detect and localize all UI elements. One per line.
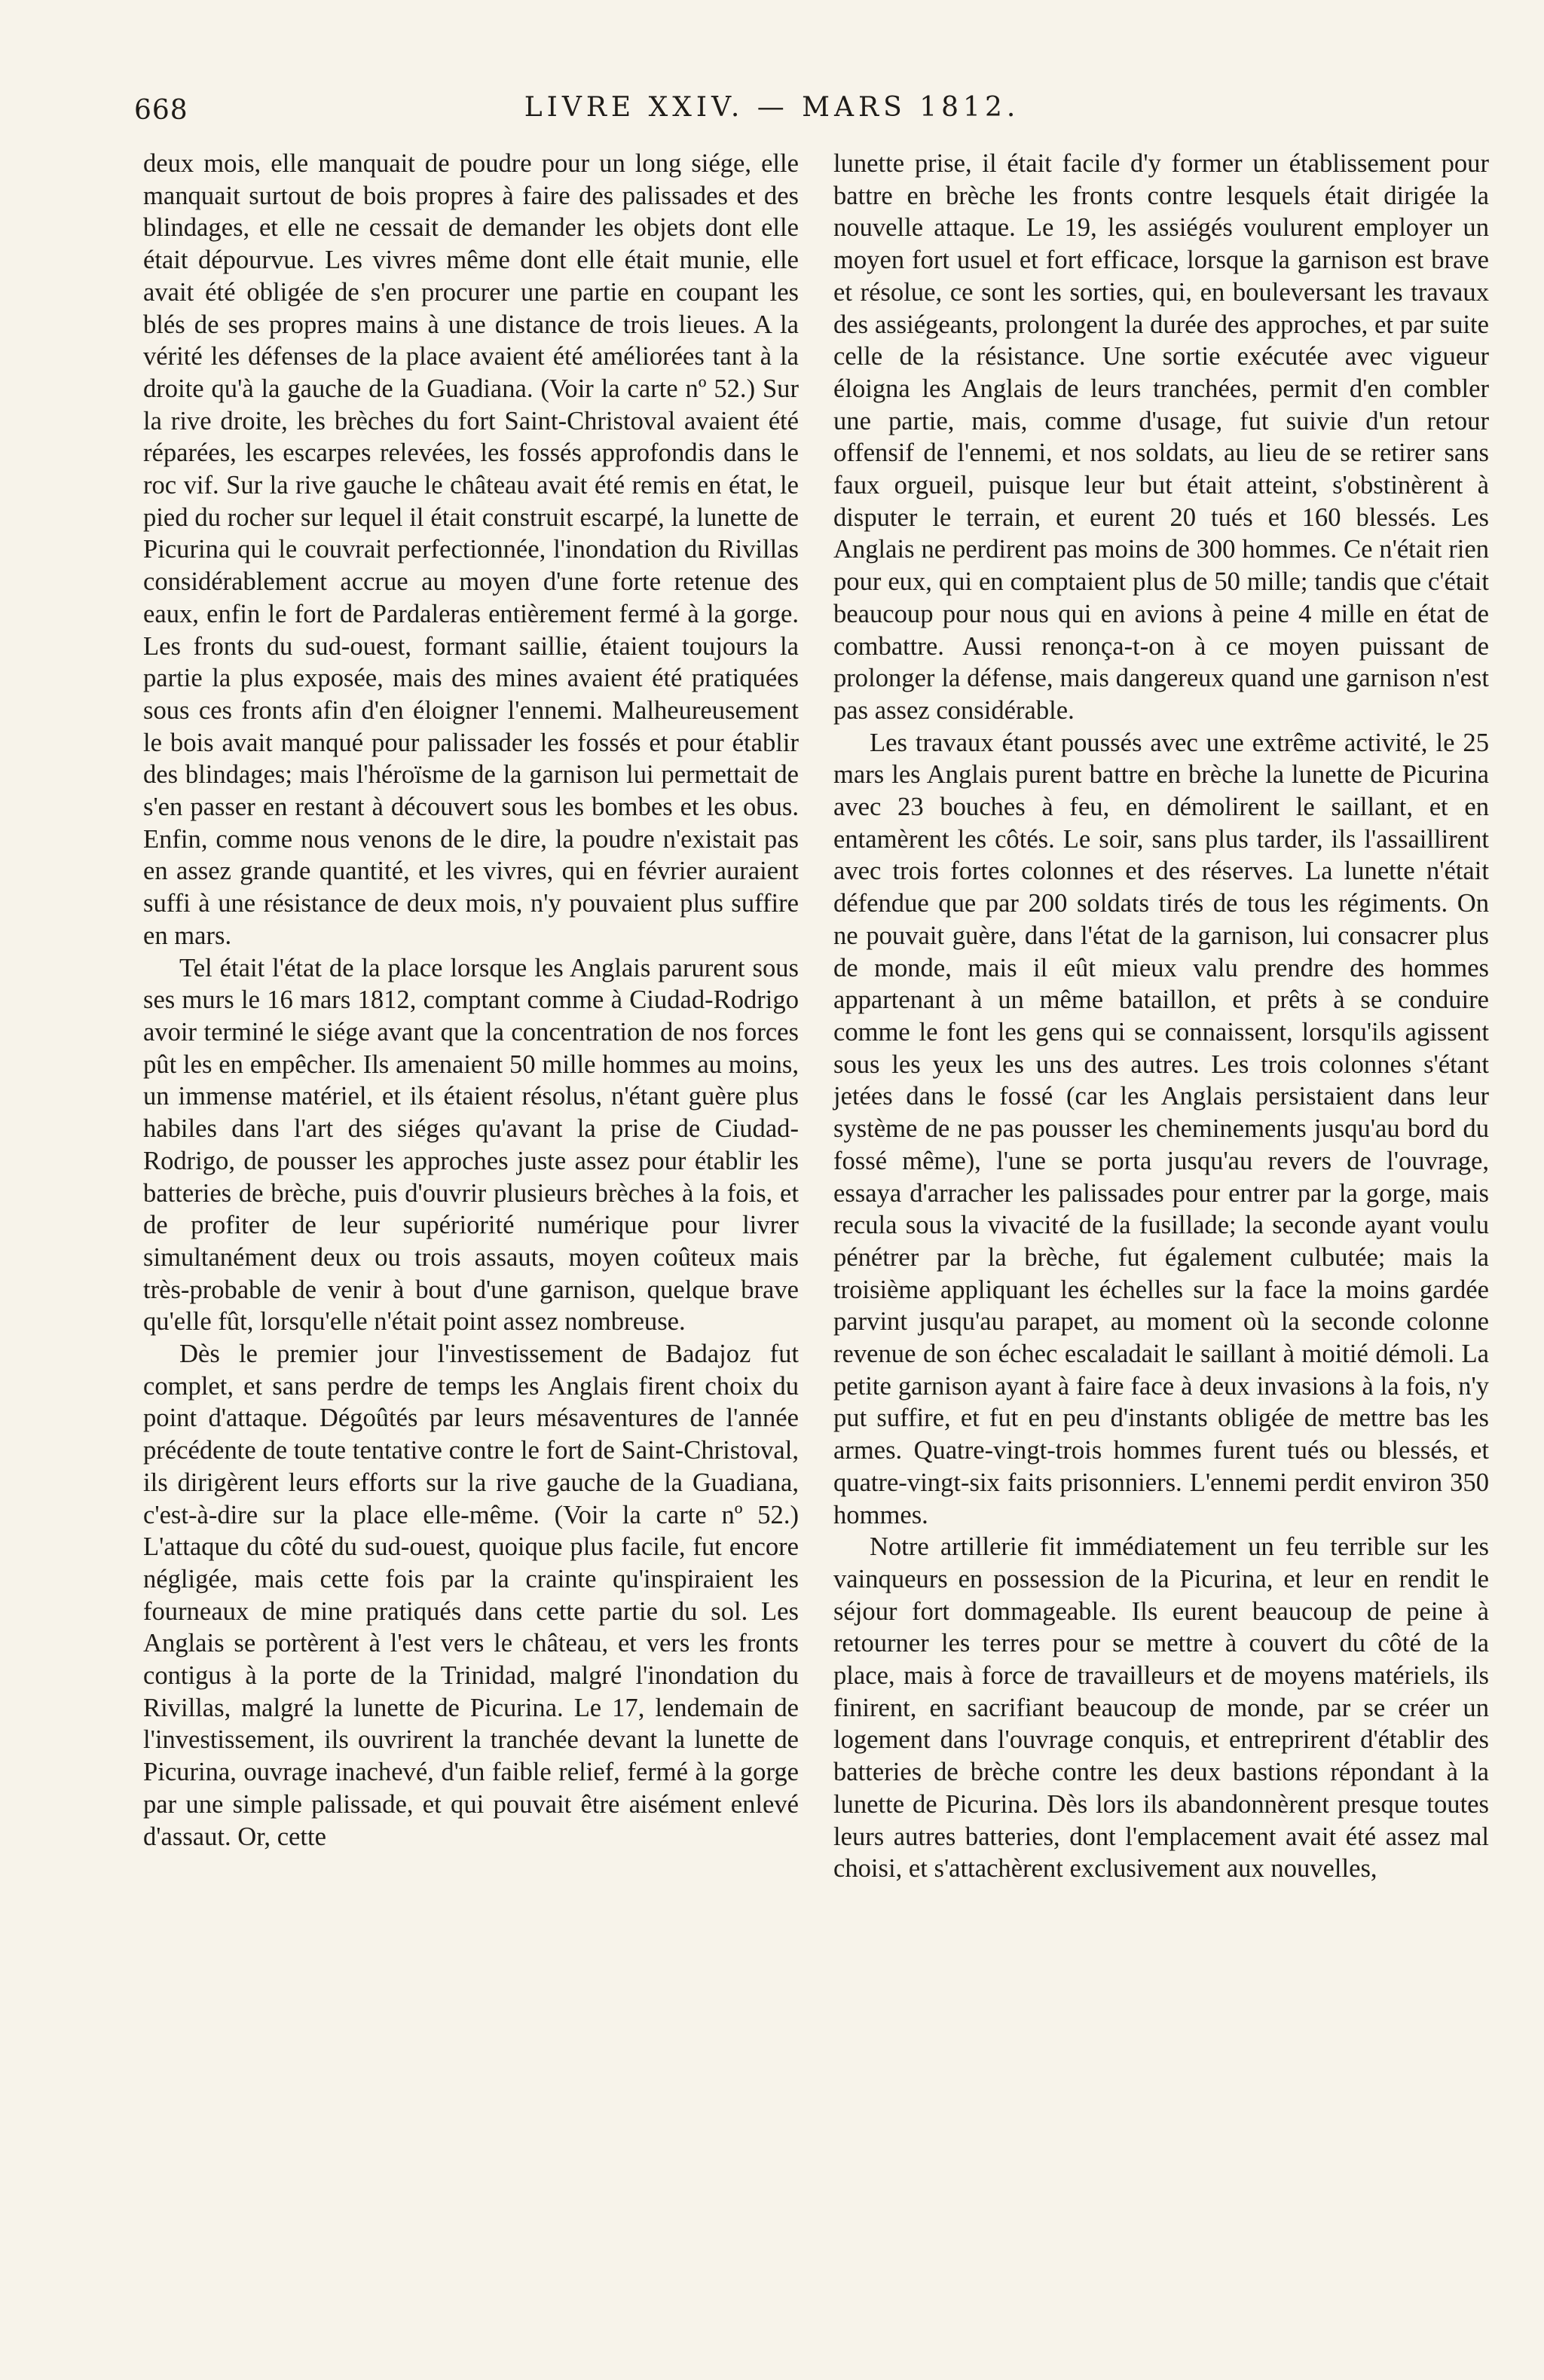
paragraph: Dès le premier jour l'investissement de Badajoz fut complet, et sans perdre de temps les Anglais firent choix du point d'attaque. Dégoûtés par leurs mésaventures de l'année précédente de toute tentative contre le fort de Saint-Christoval, ils dirigèrent leurs efforts sur la rive gauche de la Guadiana, c'est-à-dire sur la place elle-même. (Voir la carte nº 52.) L'attaque du côté du sud-ouest, quoique plus facile, fut encore négligée, mais cette fois par la crainte qu'inspiraient les fourneaux de mine pratiqués dans cette partie du sol. Les Anglais se portèrent à l'est vers le château, et vers les fronts contigus à la porte de la Trinidad, malgré l'inondation du Rivillas, malgré la lunette de Picurina. Le 17, lendemain de l'investissement, ils ouvrirent la tranchée devant la lunette de Picurina, ouvrage inachevé, d'un faible relief, fermé à la gorge par une simple palissade, et qui pouvait être aisément enlevé d'assaut. Or, cette	[143, 1340, 799, 1851]
paragraph: Tel était l'état de la place lorsque les Anglais parurent sous ses murs le 16 mars 1812, comptant comme à Ciudad-Rodrigo avoir terminé le siége avant que la concentration de nos forces pût les en empêcher. Ils amenaient 50 mille hommes au moins, un immense matériel, et ils étaient résolus, n'étant guère plus habiles dans l'art des siéges qu'avant la prise de Ciudad-Rodrigo, de pousser les approches juste assez pour établir les batteries de brèche, puis d'ouvrir plusieurs brèches à la fois, et de profiter de leur supériorité numérique pour livrer simultanément deux ou trois assauts, moyen coûteux mais très-probable de venir à bout d'une garnison, quelque brave qu'elle fût, lorsqu'elle n'était point assez nombreuse.	[143, 953, 799, 1337]
running-head: LIVRE XXIV. — MARS 1812.	[524, 92, 1020, 123]
paragraph: deux mois, elle manquait de poudre pour un long siége, elle manquait surtout de bois propres à faire des palissades et des blindages, et elle ne cessait de demander les objets dont elle était dépourvue. Les vivres même dont elle était munie, elle avait été obligée de s'en procurer une partie en coupant les blés de ses propres mains à une distance de trois lieues. A la vérité les défenses de la place avaient été améliorées tant à la droite qu'à la gauche de la Guadiana. (Voir la carte nº 52.) Sur la rive droite, les brèches du fort Saint-Christoval avaient été réparées, les escarpes relevées, les fossés approfondis dans le roc vif. Sur la rive gauche le château avait été remis en état, le pied du rocher sur lequel il était construit escarpé, la lunette de Picurina qui le couvrait perfectionnée, l'inondation du Rivillas considérablement accrue au moyen d'une forte retenue des eaux, enfin le fort de Pardaleras entièrement fermé à la gorge. Les fronts du sud-ouest, formant saillie, étaient toujours la partie la plus exposée, mais des mines avaient été pratiquées sous ces fronts afin d'en éloigner l'ennemi. Malheureusement le bois avait manqué pour palissader les fossés et pour établir des blindages; mais l'héroïsme de la garnison lui permettait de s'en passer en restant à découvert sous les bombes et les obus. Enfin, comme nous venons de le dire, la poudre n'existait pas en assez grande quantité, et les vivres, qui en février auraient suffi à une résistance de deux mois, n'y pouvaient plus suffire en mars.	[143, 149, 799, 950]
paragraph: Les travaux étant poussés avec une extrême activité, le 25 mars les Anglais purent battre en brèche la lunette de Picurina avec 23 bouches à feu, en démolirent le saillant, et en entamèrent les côtés. Le soir, sans plus tarder, ils l'assaillirent avec trois fortes colonnes et des réserves. La lunette n'était défendue que par 200 soldats tirés de tous les régiments. On ne pouvait guère, dans l'état de la garnison, lui consacrer plus de monde, mais il eût mieux valu prendre des hommes appartenant à un même bataillon, et prêts à se conduire comme le font les gens qui se connaissent, lorsqu'ils agissent sous les yeux les uns des autres. Les trois colonnes s'étant jetées dans le fossé (car les Anglais persistaient dans leur système de ne pas pousser les cheminements jusqu'au bord du fossé même), l'une se porta jusqu'au revers de l'ouvrage, essaya d'arracher les palissades pour entrer par la gorge, mais recula sous la vivacité de la fusillade; la seconde ayant voulu pénétrer par la brèche, fut également culbutée; mais la troisième appliquant les échelles sur la face la moins gardée parvint jusqu'au parapet, au moment où la seconde colonne revenue de son échec escaladait le saillant à moitié démoli. La petite garnison ayant à faire face à deux invasions à la fois, n'y put suffire, et fut en peu d'instants obligée de mettre bas les armes. Quatre-vingt-trois hommes furent tués ou blessés, et quatre-vingt-six faits prisonniers. L'ennemi perdit environ 350 hommes.	[833, 728, 1489, 1529]
paragraph: lunette prise, il était facile d'y former un établissement pour battre en brèche les fronts contre lesquels était dirigée la nouvelle attaque. Le 19, les assiégés voulurent employer un moyen fort usuel et fort efficace, lorsque la garnison est brave et résolue, ce sont les sorties, qui, en bouleversant les travaux des assiégeants, prolongent la durée des approches, et par suite celle de la résistance. Une sortie exécutée avec vigueur éloigna les Anglais de leurs tranchées, permit d'en combler une partie, mais, comme d'usage, fut suivie d'un retour offensif de l'ennemi, et nos soldats, au lieu de se retirer sans faux orgueil, puisque leur but était atteint, s'obstinèrent à disputer le terrain, et eurent 20 tués et 160 blessés. Les Anglais ne perdirent pas moins de 300 hommes. Ce n'était rien pour eux, qui en comptaient plus de 50 mille; tandis que c'était beaucoup pour nous qui en avions à peine 4 mille en état de combattre. Aussi renonça-t-on à ce moyen puissant de prolonger la défense, mais dangereux quand une garnison n'est pas assez considérable.	[833, 149, 1489, 725]
left-column	[143, 148, 799, 1853]
right-column	[833, 148, 1489, 1885]
paragraph: Notre artillerie fit immédiatement un feu terrible sur les vainqueurs en possession de la Picurina, et leur en rendit le séjour fort dommageable. Ils eurent beaucoup de peine à retourner les terres pour se mettre à couvert du côté de la place, mais à force de travailleurs et de moyens matériels, ils finirent, en sacrifiant beaucoup de monde, par se créer un logement dans l'ouvrage conquis, et entreprirent d'établir des batteries de brèche contre les deux bastions répondant à la lunette de Picurina. Dès lors ils abandonnèrent presque toutes leurs autres batteries, dont l'emplacement avait été assez mal choisi, et s'attachèrent exclusivement aux nouvelles,	[833, 1532, 1489, 1884]
page-number: 668	[134, 95, 188, 126]
